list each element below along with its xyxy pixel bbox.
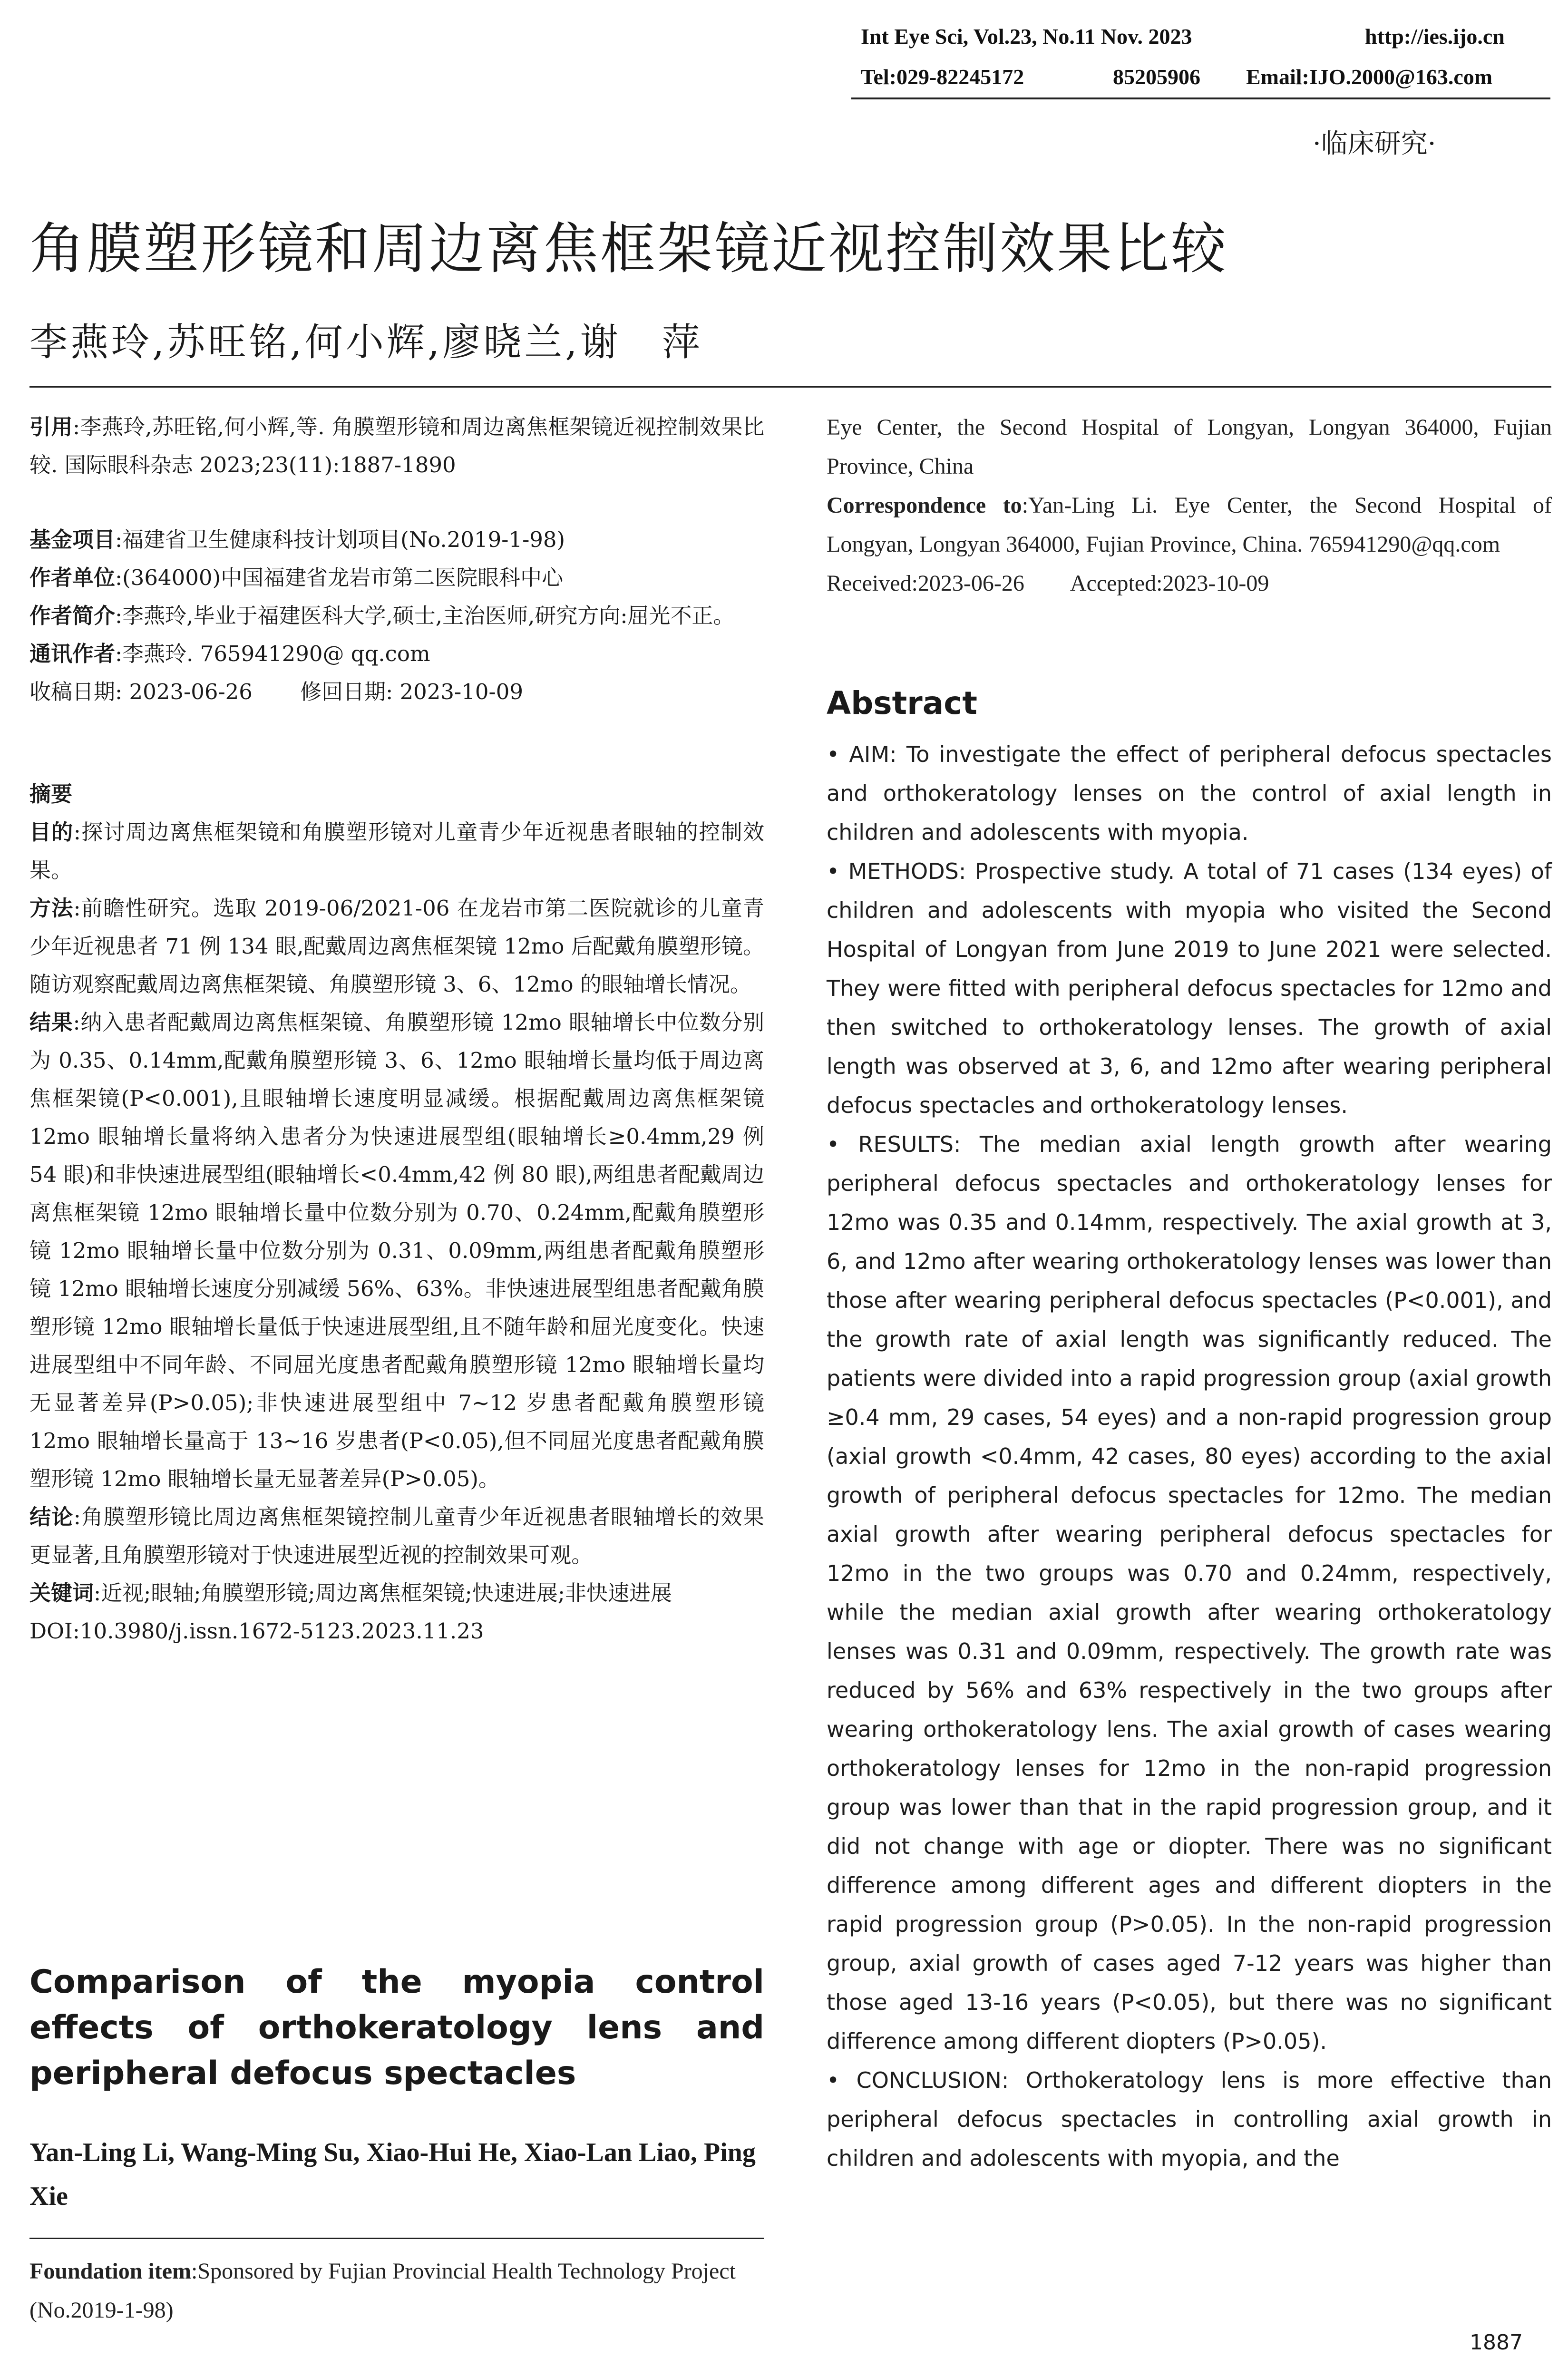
methods-label-cn: 方法 — [29, 896, 74, 921]
fund-text: :福建省卫生健康科技计划项目(No.2019-1-98) — [115, 527, 565, 552]
conclusion-en: • CONCLUSION: Orthokeratology lens is more effective than peripheral defocus spectacles in controlling axial growth in children and adolescents with myopia, and the — [827, 2067, 1552, 2171]
bio-label: 作者简介 — [29, 603, 116, 628]
foundation-rule — [29, 2238, 764, 2239]
results-text-cn: :纳入患者配戴周边离焦框架镜、角膜塑形镜 12mo 眼轴增长中位数分别为 0.35、0.14mm,配戴角膜塑形镜 3、6、12mo 眼轴增长量均低于周边离焦框架镜(P<0.001),且眼轴增长速度明显减缓。根据配戴周边离焦框架镜 12mo 眼轴增长量将纳入患者分为快速进展型组(眼轴增长≥0.4mm,29 例 54 眼)和非快速进展型组(眼轴增长<0.4mm,42 例 80 眼),两组患者配戴周边离焦框架镜 12mo 眼轴增长量中位数分别为 0.70、0.24mm,配戴角膜塑形镜 12mo 眼轴增长量中位数分别为 0.31、0.09mm,两组患者配戴角膜塑形镜 12mo 眼轴增长速度分别减缓 56%、63%。非快速进展型组患者配戴角膜塑形镜 12mo 眼轴增长量低于快速进展型组,且不随年龄和屈光度变化。快速进展型组中不同年龄、不同屈光度患者配戴角膜塑形镜 12mo 眼轴增长量均无显著差异(P>0.05);非快速进展型组中 7~12 岁患者配戴角膜塑形镜 12mo 眼轴增长量高于 13~16 岁患者(P<0.05),但不同屈光度患者配戴角膜塑形镜 12mo 眼轴增长量无显著差异(P>0.05)。 — [29, 1010, 764, 1491]
journal-citation: Int Eye Sci, Vol.23, No.11 Nov. 2023 — [861, 24, 1192, 49]
article-title-cn: 角膜塑形镜和周边离焦框架镜近视控制效果比较 — [29, 217, 1228, 281]
conclusion-label-cn: 结论 — [29, 1504, 74, 1529]
journal-tel: Tel:029-82245172 — [861, 65, 1024, 89]
foundation-label: Foundation item — [29, 2259, 192, 2284]
foundation-text: :Sponsored by Fujian Provincial Health Technology Project (No.2019-1-98) — [29, 2259, 736, 2323]
revised-date-cn: 修回日期: 2023-10-09 — [300, 679, 523, 704]
fund-label: 基金项目 — [29, 527, 116, 552]
aim-text-cn: :探讨周边离焦框架镜和角膜塑形镜对儿童青少年近视患者眼轴的控制效果。 — [29, 819, 764, 883]
article-authors-en: Yan-Ling Li, Wang-Ming Su, Xiao-Hui He, Xiao-Lan Liao, Ping Xie — [29, 2138, 756, 2211]
affiliation-text: Eye Center, the Second Hospital of Longyan, Longyan 364000, Fujian Province, China — [827, 415, 1552, 479]
conclusion-text-cn: :角膜塑形镜比周边离焦框架镜控制儿童青少年近视患者眼轴增长的效果更显著,且角膜塑形镜对于快速进展型近视的控制效果可观。 — [29, 1504, 764, 1568]
abstract-heading-en: Abstract — [827, 685, 977, 721]
received-date-cn: 收稿日期: 2023-06-26 — [29, 679, 253, 704]
title-rule — [29, 386, 1551, 388]
accepted-date-en: Accepted:2023-10-09 — [1070, 571, 1269, 596]
methods-text-cn: :前瞻性研究。选取 2019-06/2021-06 在龙岩市第二医院就诊的儿童青少年近视患者 71 例 134 眼,配戴周边离焦框架镜 12mo 后配戴角膜塑形镜。随访观察配戴周边离焦框架镜、角膜塑形镜 3、6、12mo 的眼轴增长情况。 — [29, 896, 764, 997]
header-rule — [851, 97, 1550, 99]
citation-text: :李燕玲,苏旺铭,何小辉,等. 角膜塑形镜和周边离焦框架镜近视控制效果比较. 国际眼科杂志 2023;23(11):1887-1890 — [29, 414, 764, 477]
section-label: ·临床研究· — [1313, 128, 1436, 159]
foundation-block — [29, 2252, 764, 2330]
keywords-text-cn: :近视;眼轴;角膜塑形镜;周边离焦框架镜;快速进展;非快速进展 — [94, 1580, 672, 1606]
keywords-label-cn: 关键词 — [29, 1580, 94, 1606]
meta-block — [29, 521, 764, 711]
methods-en: • METHODS: Prospective study. A total of 71 cases (134 eyes) of children and adolescents with myopia who visited the Second Hospital of Longyan from June 2019 to June 2021 were selected. They were fitted with peripheral defocus spectacles for 12mo and then switched to orthokeratology lenses. The growth of axial length was observed at 3, 6, and 12mo after wearing peripheral defocus spectacles and orthokeratology lenses. — [827, 858, 1552, 1118]
article-authors-cn: 李燕玲,苏旺铭,何小辉,廖晓兰,谢 萍 — [29, 320, 703, 364]
journal-email[interactable]: Email:IJO.2000@163.com — [1246, 65, 1493, 89]
unit-label: 作者单位 — [29, 565, 116, 590]
corr-text-cn[interactable]: :李燕玲. 765941290@ qq.com — [115, 641, 430, 666]
abstract-en — [827, 735, 1552, 2178]
citation-block — [29, 408, 764, 484]
abstract-heading-cn: 摘要 — [29, 781, 73, 807]
results-label-cn: 结果 — [29, 1010, 73, 1035]
page-number: 1887 — [1470, 2330, 1523, 2355]
received-date-en: Received:2023-06-26 — [827, 571, 1024, 596]
affiliation-en — [827, 408, 1552, 603]
doi[interactable]: DOI:10.3980/j.issn.1672-5123.2023.11.23 — [29, 1618, 484, 1644]
unit-text: :(364000)中国福建省龙岩市第二医院眼科中心 — [115, 565, 564, 590]
journal-tel-2: 85205906 — [1113, 65, 1200, 89]
citation-label: 引用 — [29, 414, 73, 439]
corr-label-cn: 通讯作者 — [29, 641, 116, 666]
bio-text: :李燕玲,毕业于福建医科大学,硕士,主治医师,研究方向:屈光不正。 — [115, 603, 735, 628]
aim-label-cn: 目的 — [29, 819, 74, 845]
aim-en: • AIM: To investigate the effect of peripheral defocus spectacles and orthokeratology lenses on the control of axial length in children and adolescents with myopia. — [827, 741, 1552, 845]
journal-url[interactable]: http://ies.ijo.cn — [1365, 24, 1505, 49]
corr-label-en: Correspondence to — [827, 493, 1022, 518]
abstract-cn — [29, 775, 764, 1650]
article-title-en: Comparison of the myopia control effects of orthokeratology lens and peripheral defocus spectacles — [29, 1963, 764, 2092]
corr-text-en[interactable]: :Yan-Ling Li. Eye Center, the Second Hospital of Longyan, Longyan 364000, Fujian Province, China. 765941290@qq.com — [827, 493, 1552, 557]
results-en: • RESULTS: The median axial length growth after wearing peripheral defocus spectacles and orthokeratology lenses for 12mo was 0.35 and 0.14mm, respectively. The axial growth at 3, 6, and 12mo after wearing orthokeratology lenses was lower than those after wearing peripheral defocus spectacles (P<0.001), and the growth rate of axial length was significantly reduced. The patients were divided into a rapid progression group (axial growth ≥0.4 mm, 29 cases, 54 eyes) and a non-rapid progression group (axial growth <0.4mm, 42 cases, 80 eyes) according to the axial growth of peripheral defocus spectacles for 12mo. The median axial growth after wearing peripheral defocus spectacles for 12mo in the two groups was 0.70 and 0.24mm, respectively, while the median axial growth after wearing orthokeratology lenses was 0.31 and 0.09mm, respectively. The growth rate was reduced by 56% and 63% respectively in the two groups after wearing orthokeratology lens. The axial growth of cases wearing orthokeratology lenses for 12mo in the non-rapid progression group was lower than that in the rapid progression group, and it did not change with age or diopter. There was no significant difference among different ages and different diopters in the rapid progression group (P>0.05). In the non-rapid progression group, axial growth of cases aged 7-12 years was higher than those aged 13-16 years (P<0.05), but there was no significant difference among different diopters (P>0.05). — [827, 1131, 1552, 2054]
